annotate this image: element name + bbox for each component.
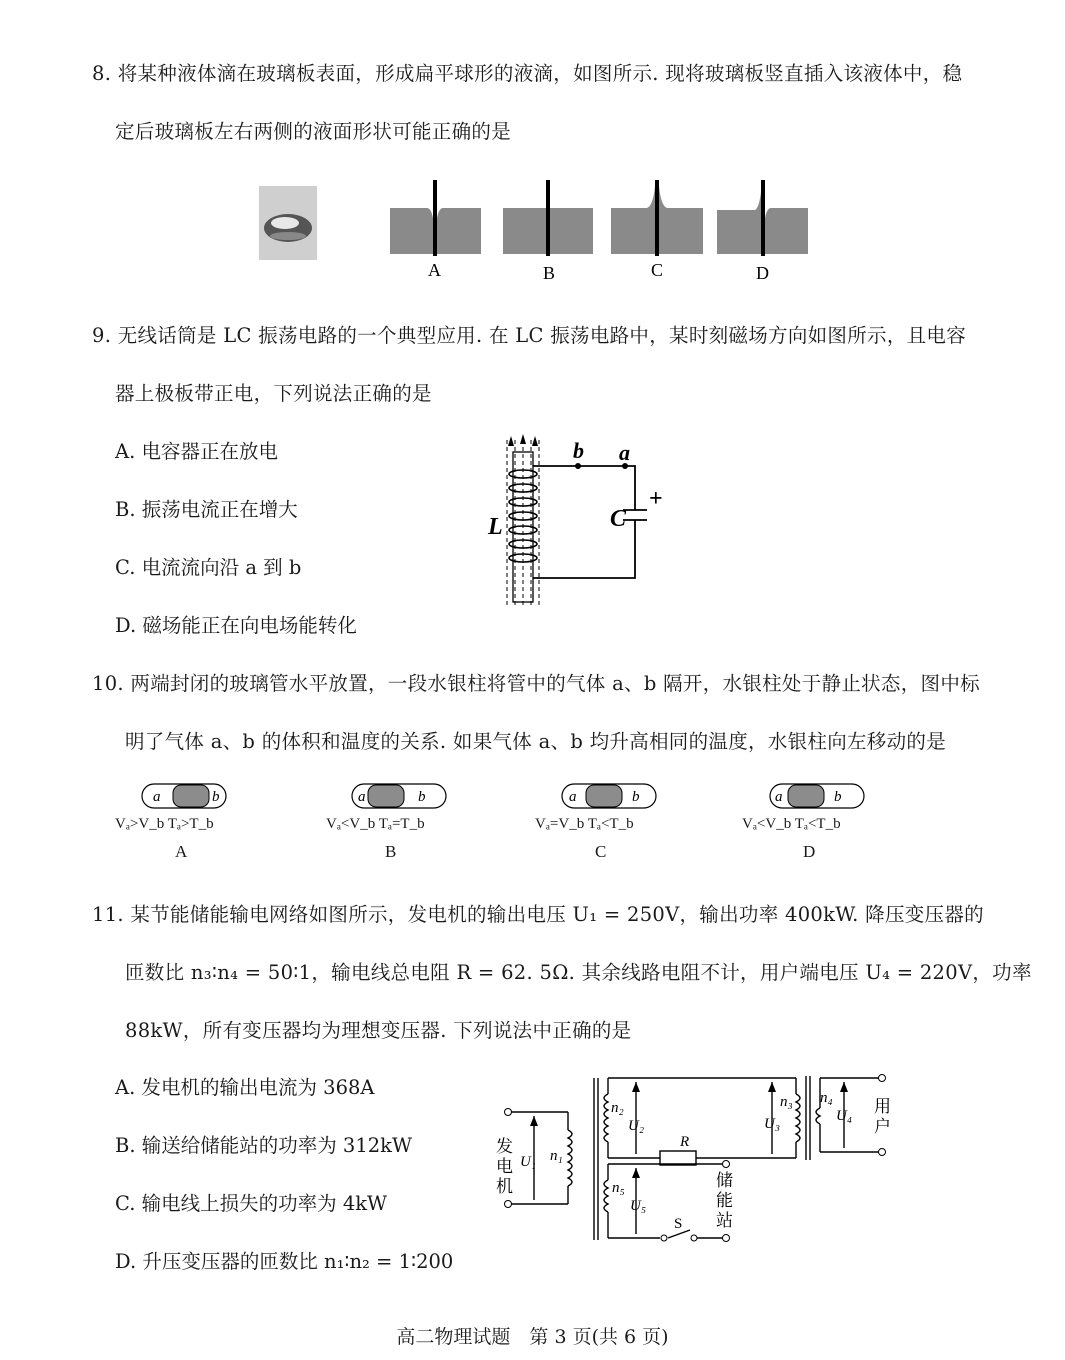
label-n3: n₃ bbox=[780, 1094, 793, 1110]
q11-text-line1: 11. 某节能储能输电网络如图所示，发电机的输出电压 U₁ = 250V，输出功率 400kW. 降压变压器的 bbox=[92, 903, 984, 926]
storage-char-2: 能 bbox=[716, 1191, 733, 1210]
q11-option-b: B. 输送给储能站的功率为 312kW bbox=[115, 1134, 413, 1157]
label-plus: + bbox=[649, 486, 663, 512]
svg-text:b: b bbox=[418, 789, 426, 805]
tube-b-condition: Vₐ<V_b Tₐ=T_b bbox=[326, 816, 425, 832]
tube-d bbox=[768, 782, 868, 812]
generator-char-1: 发 bbox=[496, 1137, 513, 1156]
tube-d-condition: Vₐ<V_b Tₐ<T_b bbox=[742, 816, 841, 832]
label-b: b bbox=[573, 438, 584, 463]
svg-text:b: b bbox=[212, 789, 220, 805]
label-U5: U₅ bbox=[630, 1198, 647, 1214]
q8-label-c: C bbox=[651, 260, 664, 280]
tube-a-label: A bbox=[175, 842, 188, 861]
svg-text:b: b bbox=[834, 789, 842, 805]
user-char-1: 用 bbox=[874, 1097, 891, 1116]
generator-char-2: 电 bbox=[496, 1157, 513, 1176]
svg-text:a: a bbox=[358, 789, 366, 805]
q11-option-a: A. 发电机的输出电流为 368A bbox=[115, 1076, 375, 1099]
label-n2: n₂ bbox=[611, 1100, 624, 1116]
tube-c-condition: Vₐ=V_b Tₐ<T_b bbox=[535, 816, 634, 832]
label-U2: U₂ bbox=[628, 1118, 645, 1134]
q9-text-line2: 器上极板带正电，下列说法正确的是 bbox=[115, 382, 432, 405]
tube-a-condition: Vₐ>V_b Tₐ>T_b bbox=[115, 816, 214, 832]
q8-label-a: A bbox=[428, 260, 441, 280]
q8-option-d-figure bbox=[717, 180, 808, 256]
storage-char-1: 储 bbox=[716, 1171, 733, 1190]
page-footer: 高二物理试题 第 3 页(共 6 页) bbox=[396, 1326, 669, 1348]
label-R: R bbox=[680, 1134, 690, 1150]
svg-text:a: a bbox=[153, 789, 161, 805]
label-n5: n₅ bbox=[612, 1180, 625, 1196]
q8-option-b-figure bbox=[503, 180, 593, 256]
q8-text-line2: 定后玻璃板左右两侧的液面形状可能正确的是 bbox=[115, 120, 512, 143]
node-b bbox=[575, 463, 581, 469]
label-U3: U₃ bbox=[764, 1116, 781, 1132]
label-n4: n₄ bbox=[820, 1090, 833, 1106]
q8-label-b: B bbox=[543, 263, 556, 283]
q8-option-c-figure bbox=[611, 180, 703, 256]
tube-d-label: D bbox=[803, 842, 816, 861]
q10-text-line1: 10. 两端封闭的玻璃管水平放置，一段水银柱将管中的气体 a、b 隔开，水银柱处于静止状态，图中标 bbox=[92, 672, 980, 695]
label-C: C bbox=[610, 506, 627, 532]
label-a: a bbox=[619, 440, 630, 465]
q11-option-d: D. 升压变压器的匝数比 n₁∶n₂ = 1∶200 bbox=[115, 1250, 454, 1273]
tube-b bbox=[350, 782, 450, 812]
q9-option-a: A. 电容器正在放电 bbox=[115, 440, 278, 463]
q11-text-line2: 匝数比 n₃∶n₄ = 50∶1，输电线总电阻 R = 62. 5Ω. 其余线路电阻不计，用户端电压 U₄ = 220V，功率 bbox=[125, 961, 1032, 984]
tube-c bbox=[560, 782, 660, 812]
q10-text-line2: 明了气体 a、b 的体积和温度的关系. 如果气体 a、b 均升高相同的温度，水银柱向左移动的是 bbox=[125, 730, 947, 753]
tube-b-label: B bbox=[385, 842, 397, 861]
label-U1: U₁ bbox=[520, 1154, 537, 1170]
q8-label-d: D bbox=[756, 263, 769, 283]
q9-option-b: B. 振荡电流正在增大 bbox=[115, 498, 298, 521]
lc-circuit-diagram bbox=[485, 432, 675, 612]
q9-option-d: D. 磁场能正在向电场能转化 bbox=[115, 614, 357, 637]
power-grid-diagram bbox=[490, 1068, 900, 1248]
tube-a bbox=[140, 782, 230, 812]
svg-text:b: b bbox=[632, 789, 640, 805]
label-U4: U₄ bbox=[836, 1108, 853, 1124]
q9-text-line1: 9. 无线话筒是 LC 振荡电路的一个典型应用. 在 LC 振荡电路中，某时刻磁场方向如图所示，且电容 bbox=[92, 324, 967, 347]
q8-figure bbox=[255, 180, 815, 290]
generator-char-3: 机 bbox=[496, 1177, 513, 1196]
storage-char-3: 站 bbox=[716, 1211, 733, 1230]
q8-option-a-figure bbox=[390, 180, 481, 256]
user-char-2: 户 bbox=[874, 1117, 891, 1136]
q11-option-c: C. 输电线上损失的功率为 4kW bbox=[115, 1192, 388, 1215]
label-L: L bbox=[488, 514, 503, 540]
svg-text:a: a bbox=[775, 789, 783, 805]
svg-text:a: a bbox=[569, 789, 577, 805]
q9-option-c: C. 电流流向沿 a 到 b bbox=[115, 556, 302, 579]
q11-text-line3: 88kW，所有变压器均为理想变压器. 下列说法中正确的是 bbox=[125, 1019, 632, 1042]
q8-text-line1: 8. 将某种液体滴在玻璃板表面，形成扁平球形的液滴，如图所示. 现将玻璃板竖直插入该液体中，稳 bbox=[92, 62, 963, 85]
label-S: S bbox=[674, 1216, 683, 1232]
tube-c-label: C bbox=[595, 842, 607, 861]
label-n1: n₁ bbox=[550, 1148, 563, 1164]
